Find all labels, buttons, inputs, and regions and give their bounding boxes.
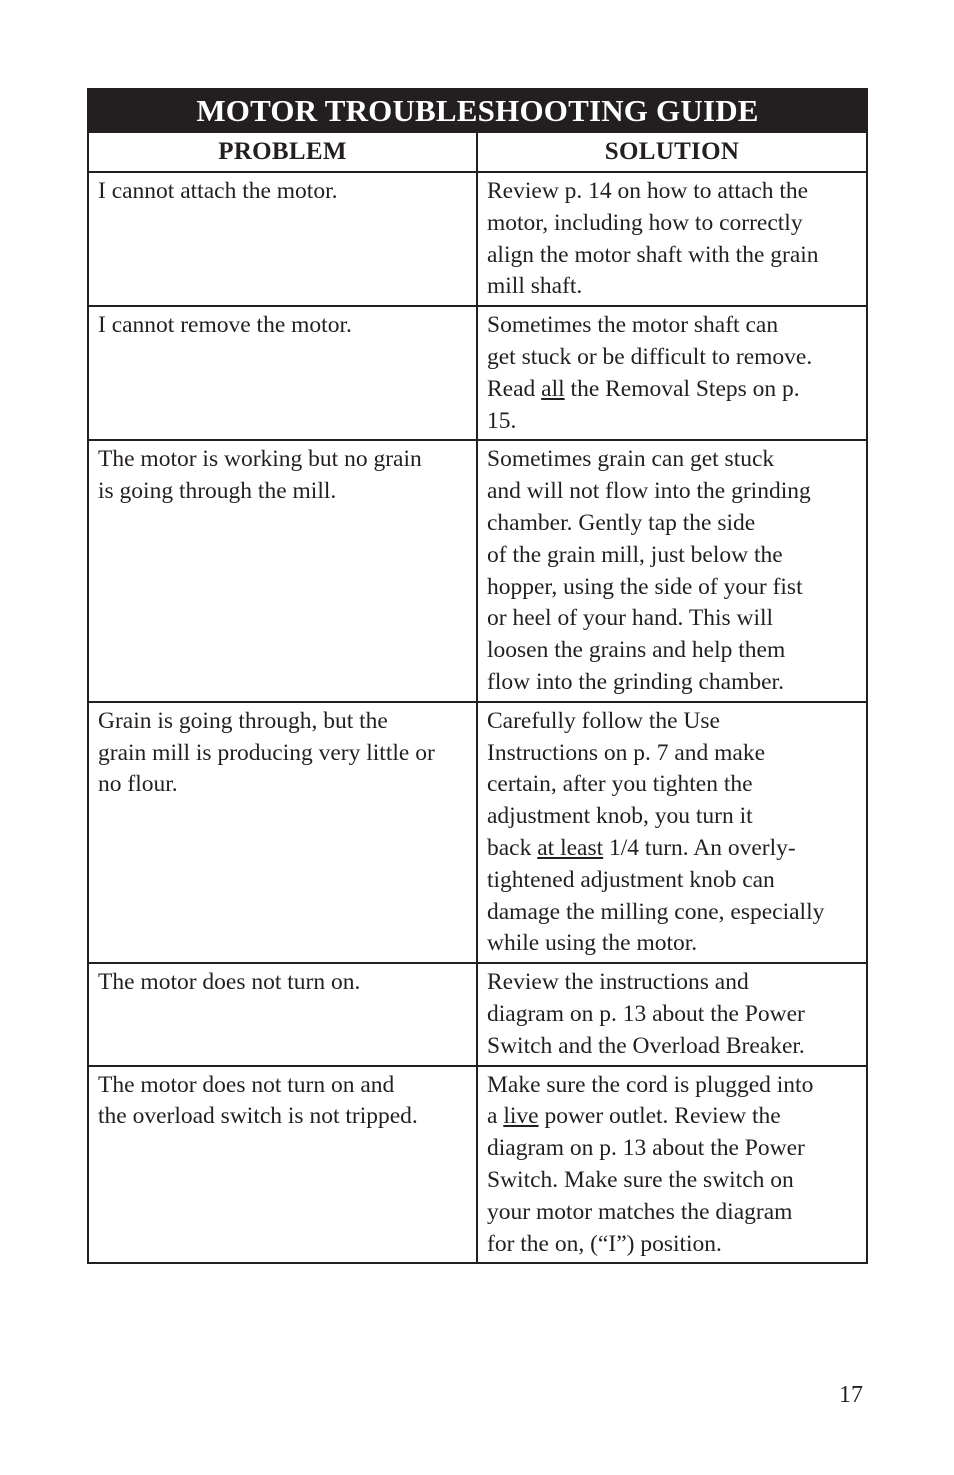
problem-text: The motor does not turn on and the overload switch is not tripped. xyxy=(98,1071,418,1130)
solution-text-segment: Make sure the cord is plugged into a xyxy=(487,1071,814,1130)
table-row xyxy=(88,440,867,701)
solution-text-segment: Carefully follow the Use Instructions on p. 7 and make certain, after you tighten the adjustment knob, you turn it back xyxy=(487,707,766,861)
solution-cell xyxy=(477,963,867,1065)
problem-cell xyxy=(88,1066,477,1264)
problem-cell xyxy=(88,440,477,701)
table-row xyxy=(88,963,867,1065)
underlined-text: at least xyxy=(537,834,604,861)
underlined-text: live xyxy=(503,1103,539,1130)
underlined-text: all xyxy=(541,375,565,402)
problem-cell xyxy=(88,172,477,306)
solution-column-header: SOLUTION xyxy=(477,132,867,172)
table-body xyxy=(88,172,867,1263)
table-row xyxy=(88,172,867,306)
solution-cell xyxy=(477,172,867,306)
table-row xyxy=(88,1066,867,1264)
problem-cell xyxy=(88,963,477,1065)
solution-text-segment: 1/4 turn. An overly- tightened adjustment knob can damage the milling cone, especially while using the motor. xyxy=(487,834,825,957)
solution-cell xyxy=(477,1066,867,1264)
problem-text: Grain is going through, but the grain mill is producing very little or no flour. xyxy=(98,707,435,798)
solution-text-segment: the Removal Steps on p. 15. xyxy=(487,375,800,434)
solution-text xyxy=(487,967,858,1062)
problem-text: I cannot attach the motor. xyxy=(98,178,338,204)
problem-text: The motor does not turn on. xyxy=(98,969,361,996)
solution-text xyxy=(487,1070,858,1261)
problem-cell xyxy=(88,702,477,963)
solution-text xyxy=(487,310,858,437)
table-row xyxy=(88,702,867,963)
solution-text xyxy=(487,176,858,303)
solution-text-segment: Sometimes grain can get stuck and will not flow into the grinding chamber. Gently tap the side of the grain mill, just below the hopper, using the side of your fist or heel of your hand. This will loosen the grains and help them flow into the grinding chamber. xyxy=(487,446,811,695)
solution-text xyxy=(487,706,858,960)
troubleshooting-table xyxy=(87,88,868,1264)
problem-text: The motor is working but no grain is going through the mill. xyxy=(98,446,422,505)
solution-cell xyxy=(477,440,867,701)
page-number: 17 xyxy=(839,1382,863,1408)
solution-text-segment: Sometimes the motor shaft can get stuck or be difficult to remove. Read xyxy=(487,312,813,402)
problem-cell xyxy=(88,306,477,440)
problem-text: I cannot remove the motor. xyxy=(98,312,352,339)
solution-text xyxy=(487,444,858,698)
solution-text-segment: power outlet. Review the diagram on p. 13 about the Power Switch. Make sure the switch on your motor matches the diagram for the on, (“I”) position. xyxy=(487,1103,805,1257)
solution-text-segment: Review the instructions and diagram on p. 13 about the Power Switch and the Overload Breaker. xyxy=(487,969,805,1059)
table-title: MOTOR TROUBLESHOOTING GUIDE xyxy=(88,89,867,132)
problem-column-header: PROBLEM xyxy=(88,132,477,172)
table-row xyxy=(88,306,867,440)
solution-cell xyxy=(477,306,867,440)
solution-text-segment: Review p. 14 on how to attach the motor, including how to correctly align the motor shaft with the grain mill shaft. xyxy=(487,178,819,300)
solution-cell xyxy=(477,702,867,963)
